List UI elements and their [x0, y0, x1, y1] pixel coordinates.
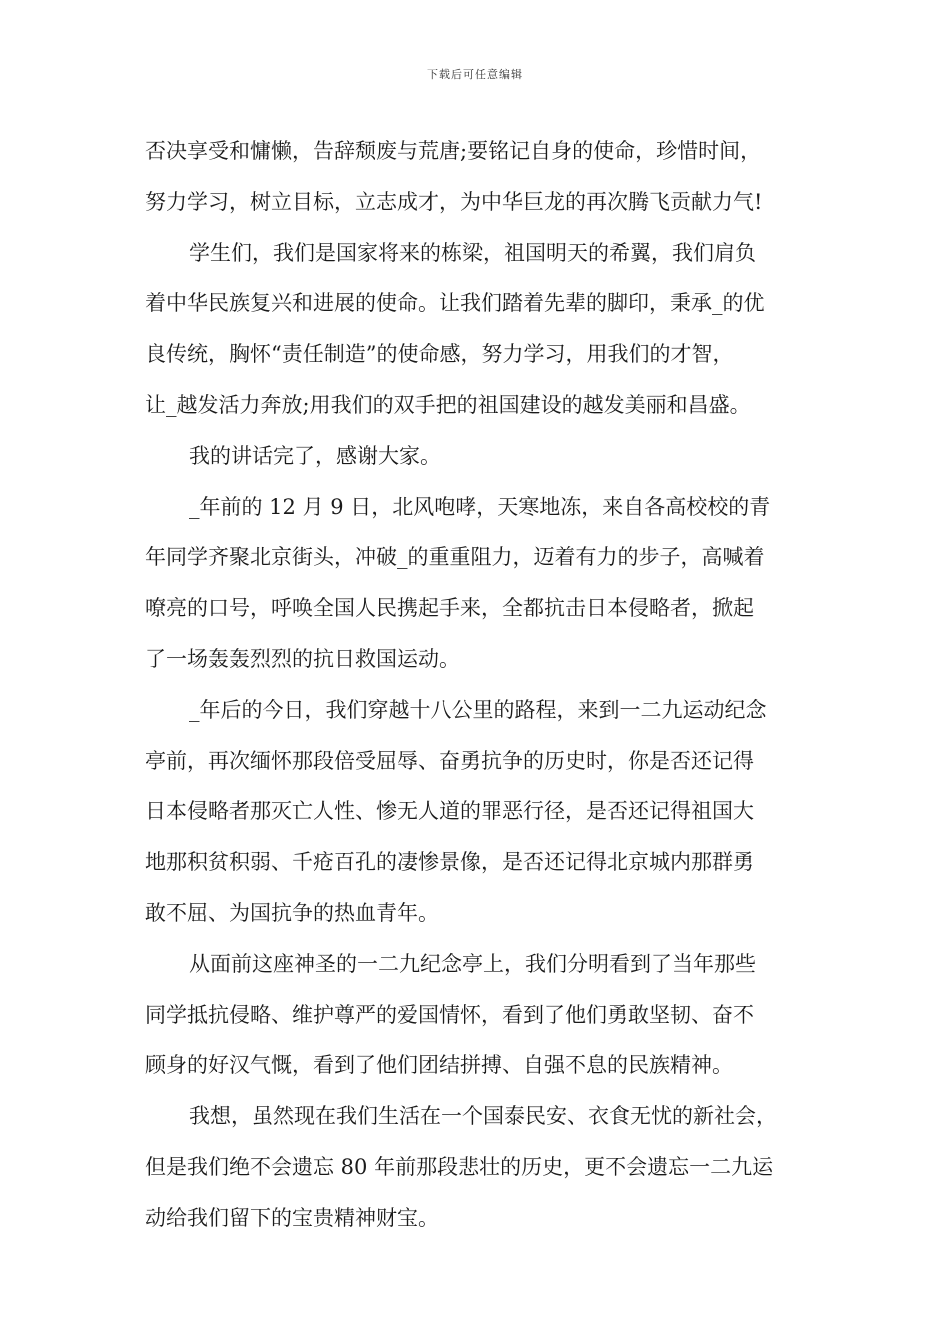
text-line: 年同学齐聚北京街头，冲破_的重重阻力，迈着有力的步子，高喊着	[145, 545, 765, 570]
text-line: 了一场轰轰烈烈的抗日救国运动。	[145, 646, 460, 671]
text-line: 地那积贫积弱、千疮百孔的凄惨景像，是否还记得北京城内那群勇	[145, 850, 754, 875]
body-text	[145, 126, 807, 1244]
text-line: 我的讲话完了，感谢大家。	[189, 443, 441, 468]
text-line: 让_越发活力奔放;用我们的双手把的祖国建设的越发美丽和昌盛。	[145, 392, 751, 417]
text-line: 从面前这座神圣的一二九纪念亭上，我们分明看到了当年那些	[189, 951, 756, 976]
text-line: 亭前，再次缅怀那段倍受屈辱、奋勇抗争的历史时，你是否还记得	[145, 748, 754, 773]
text-line: 我想，虽然现在我们生活在一个国泰民安、衣食无忧的新社会，	[189, 1104, 777, 1129]
text-line: 否决享受和慵懒，告辞颓废与荒唐;要铭记自身的使命，珍惜时间，	[145, 139, 762, 163]
text-line: 良传统，胸怀“责任制造”的使命感，努力学习，用我们的才智，	[145, 342, 734, 367]
text-line: 嘹亮的口号，呼唤全国人民携起手来，全都抗击日本侵略者，掀起	[145, 596, 754, 621]
text-line: 学生们，我们是国家将来的栋梁，祖国明天的希翼，我们肩负	[189, 240, 756, 265]
text-line: 顾身的好汉气慨，看到了他们团结拼搏、自强不息的民族精神。	[145, 1053, 733, 1078]
text-line: 着中华民族复兴和进展的使命。让我们踏着先辈的脚印，秉承_的优	[145, 291, 765, 316]
text-line: 努力学习，树立目标，立志成才，为中华巨龙的再次腾飞贡献力气!	[145, 189, 763, 214]
text-line: 敢不屈、为国抗争的热血青年。	[145, 900, 439, 925]
text-line: _年后的今日，我们穿越十八公里的路程，来到一二九运动纪念	[189, 697, 767, 722]
text-line: 动给我们留下的宝贵精神财宝。	[145, 1205, 439, 1230]
page-header: 下载后可任意编辑	[427, 68, 523, 81]
text-line: _年前的 12 月 9 日，北风咆哮，天寒地冻，来自各高校校的青	[189, 494, 771, 519]
text-line: 但是我们绝不会遗忘 80 年前那段悲壮的历史，更不会遗忘一二九运	[145, 1154, 774, 1179]
text-line: 同学抵抗侵略、维护尊严的爱国情怀，看到了他们勇敢坚韧、奋不	[145, 1002, 754, 1027]
text-line: 日本侵略者那灭亡人性、惨无人道的罪恶行径，是否还记得祖国大	[145, 799, 754, 824]
